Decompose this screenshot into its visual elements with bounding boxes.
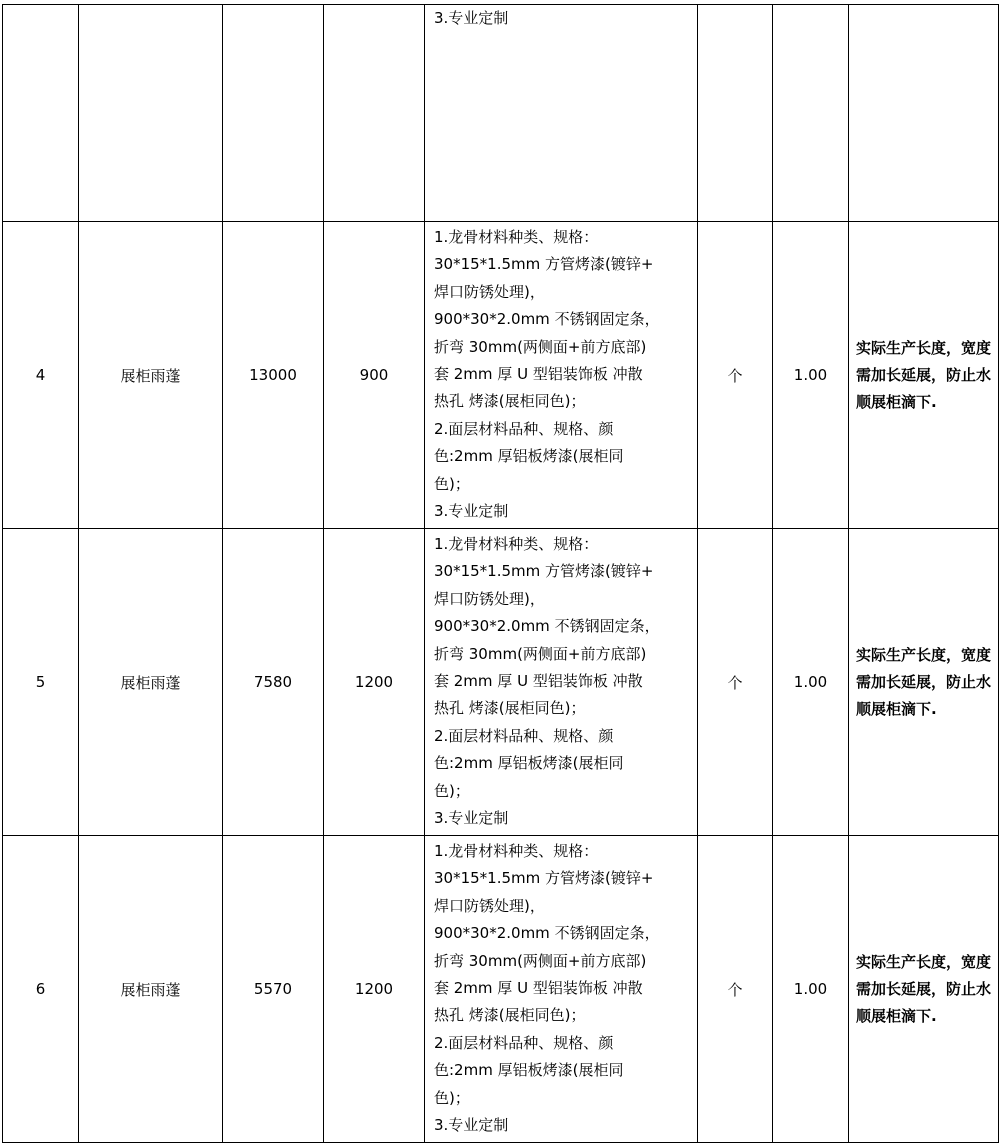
unit-cell: 个 bbox=[698, 222, 773, 529]
note-cell: 实际生产长度，宽度需加长延展，防止水顺展柜滴下. bbox=[849, 222, 999, 529]
note-cell bbox=[849, 5, 999, 222]
description-line: 色)； bbox=[434, 474, 470, 493]
unit-cell: 个 bbox=[698, 836, 773, 1143]
description-line: 色:2mm 厚铝板烤漆(展柜同 bbox=[434, 754, 624, 773]
description-line: 色)； bbox=[434, 781, 470, 800]
description-line: 折弯 30mm(两侧面+前方底部) bbox=[434, 337, 647, 356]
description-line: 色)； bbox=[434, 1088, 470, 1107]
width-cell: 1200 bbox=[324, 836, 425, 1143]
table-row bbox=[3, 5, 999, 222]
description-line: 2.面层材料品种、规格、颜 bbox=[434, 1033, 614, 1052]
width-cell: 900 bbox=[324, 222, 425, 529]
note-cell: 实际生产长度，宽度需加长延展，防止水顺展柜滴下. bbox=[849, 529, 999, 836]
table-body bbox=[3, 5, 999, 1143]
description-line: 折弯 30mm(两侧面+前方底部) bbox=[434, 644, 647, 663]
description-line: 30*15*1.5mm 方管烤漆(镀锌+ bbox=[434, 869, 654, 888]
length-cell: 5570 bbox=[223, 836, 324, 1143]
description-line: 折弯 30mm(两侧面+前方底部) bbox=[434, 951, 647, 970]
quote-table bbox=[2, 4, 999, 1143]
width-cell bbox=[324, 5, 425, 222]
index-cell: 5 bbox=[3, 529, 79, 836]
description-line: 3.专业定制 bbox=[434, 1116, 509, 1135]
description-cell bbox=[425, 222, 698, 529]
description-line: 2.面层材料品种、规格、颜 bbox=[434, 726, 614, 745]
quantity-cell: 1.00 bbox=[773, 529, 849, 836]
description-line: 30*15*1.5mm 方管烤漆(镀锌+ bbox=[434, 562, 654, 581]
note-cell: 实际生产长度，宽度需加长延展，防止水顺展柜滴下. bbox=[849, 836, 999, 1143]
table-row bbox=[3, 222, 999, 529]
index-cell bbox=[3, 5, 79, 222]
description-line: 焊口防锈处理)， bbox=[434, 589, 545, 608]
length-cell bbox=[223, 5, 324, 222]
description-line: 套 2mm 厚 U 型铝装饰板 冲散 bbox=[434, 979, 643, 998]
width-cell: 1200 bbox=[324, 529, 425, 836]
item-name-cell bbox=[79, 5, 223, 222]
description-line: 焊口防锈处理)， bbox=[434, 282, 545, 301]
description-line: 900*30*2.0mm 不锈钢固定条， bbox=[434, 924, 660, 943]
description-line: 900*30*2.0mm 不锈钢固定条， bbox=[434, 617, 660, 636]
description-line: 焊口防锈处理)， bbox=[434, 896, 545, 915]
description-line: 1.龙骨材料种类、规格： bbox=[434, 535, 599, 553]
description-line: 900*30*2.0mm 不锈钢固定条， bbox=[434, 310, 660, 329]
index-cell: 4 bbox=[3, 222, 79, 529]
length-cell: 13000 bbox=[223, 222, 324, 529]
description-cell bbox=[425, 529, 698, 836]
description-line: 热孔 烤漆(展柜同色)； bbox=[434, 1006, 586, 1025]
table-row bbox=[3, 836, 999, 1143]
description-line: 色:2mm 厚铝板烤漆(展柜同 bbox=[434, 1061, 624, 1080]
unit-cell bbox=[698, 5, 773, 222]
description-line: 3.专业定制 bbox=[434, 809, 509, 828]
description-line: 3.专业定制 bbox=[434, 502, 509, 521]
description-cell bbox=[425, 836, 698, 1143]
index-cell: 6 bbox=[3, 836, 79, 1143]
description-line: 30*15*1.5mm 方管烤漆(镀锌+ bbox=[434, 255, 654, 274]
description-line: 套 2mm 厚 U 型铝装饰板 冲散 bbox=[434, 672, 643, 691]
item-name-cell: 展柜雨蓬 bbox=[79, 222, 223, 529]
item-name-cell: 展柜雨蓬 bbox=[79, 529, 223, 836]
description-line: 1.龙骨材料种类、规格： bbox=[434, 228, 599, 246]
quantity-cell: 1.00 bbox=[773, 836, 849, 1143]
description-line: 1.龙骨材料种类、规格： bbox=[434, 842, 599, 860]
unit-cell: 个 bbox=[698, 529, 773, 836]
quantity-cell bbox=[773, 5, 849, 222]
description-line: 热孔 烤漆(展柜同色)； bbox=[434, 392, 586, 411]
table-row bbox=[3, 529, 999, 836]
description-line: 色:2mm 厚铝板烤漆(展柜同 bbox=[434, 447, 624, 466]
quantity-cell: 1.00 bbox=[773, 222, 849, 529]
item-name-cell: 展柜雨蓬 bbox=[79, 836, 223, 1143]
length-cell: 7580 bbox=[223, 529, 324, 836]
description-line: 热孔 烤漆(展柜同色)； bbox=[434, 699, 586, 718]
description-line: 2.面层材料品种、规格、颜 bbox=[434, 419, 614, 438]
description-line: 3.专业定制 bbox=[434, 9, 509, 27]
description-line: 套 2mm 厚 U 型铝装饰板 冲散 bbox=[434, 365, 643, 384]
description-cell bbox=[425, 5, 698, 222]
